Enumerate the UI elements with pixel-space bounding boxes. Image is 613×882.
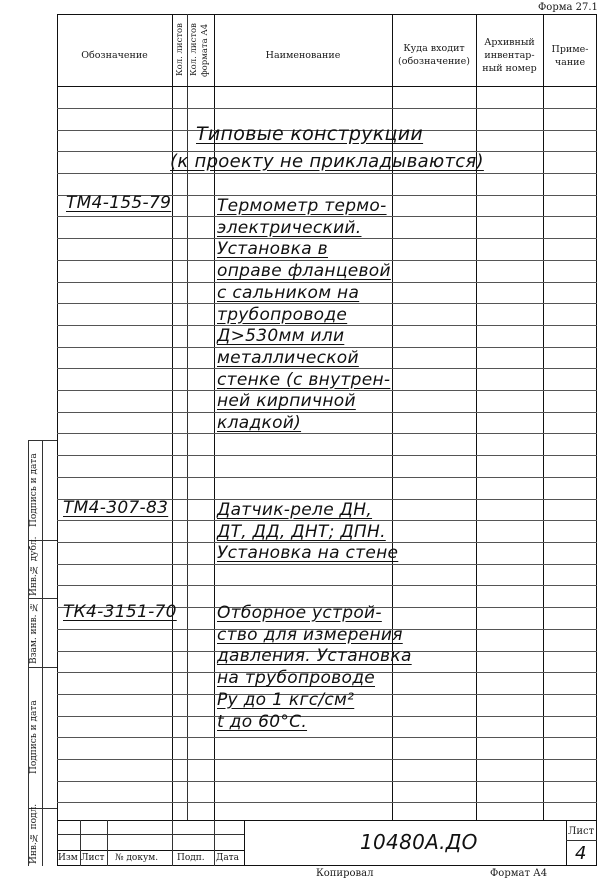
side-sign-date-top: Подпись и дата: [29, 453, 39, 527]
entry-2-line: Датчик-реле ДН,: [217, 500, 373, 520]
entry-1-line: Д>530мм или: [217, 326, 345, 347]
row-rule: [57, 564, 597, 565]
side-sign-date-bottom: Подпись и дата: [29, 700, 39, 775]
entry-1-code: ТМ4-155-79: [66, 193, 172, 213]
entry-1-line: с сальником на: [217, 282, 360, 303]
entry-3-code: ТК4-3151-70: [63, 602, 177, 622]
tb-sheet-no: 4: [575, 843, 587, 864]
row-rule: [57, 455, 597, 456]
col-archive-header-2: инвентар-: [484, 50, 535, 61]
tb-sign: Подп.: [177, 853, 205, 863]
col-archive-header-3: ный номер: [482, 63, 537, 74]
col-archive-header-1: Архивный: [484, 37, 535, 48]
col-note-header-1: Приме-: [551, 44, 589, 55]
row-rule: [57, 108, 597, 109]
col-sheets-a4-header: Кол. листов формата А4: [189, 23, 210, 77]
entry-1-line: кладкой): [217, 413, 302, 433]
row-rule: [57, 802, 597, 803]
row-rule: [57, 585, 597, 586]
entry-1-line: ней кирпичной: [217, 391, 356, 412]
row-rule: [57, 716, 597, 717]
row-rule: [57, 173, 597, 174]
col-included-header-2: (обозначение): [398, 56, 470, 67]
tb-sheet-label: Лист: [568, 826, 595, 837]
col-included-header-1: Куда входит: [403, 43, 465, 54]
side-replace-inv: Взам. инв. №: [29, 601, 39, 664]
entry-3-line: t до 60°С.: [217, 711, 308, 732]
entry-1-line: Термометр термо-: [217, 196, 387, 216]
tb-list: Лист: [81, 853, 105, 863]
entry-1-line: Установка в: [217, 239, 328, 260]
entry-1-line: оправе фланцевой: [217, 261, 391, 282]
tb-doc-code: 10480А.ДО: [360, 830, 478, 854]
entry-1-line: металлической: [217, 347, 359, 368]
row-rule: [57, 759, 597, 760]
form-label: Форма 27.1: [538, 2, 598, 13]
row-rule: [57, 781, 597, 782]
tb-doc-no: № докум.: [115, 853, 159, 863]
entry-3-line: давления. Установка: [217, 646, 412, 667]
col-name-header: Наименование: [265, 50, 341, 61]
row-rule: [57, 737, 597, 738]
row-rule: [57, 412, 597, 413]
tb-date: Дата: [216, 853, 240, 863]
heading-line-1: Типовые конструкции: [196, 123, 424, 145]
entry-3-line: ство для измерения: [217, 624, 403, 645]
entry-2-line: Установка на стене: [217, 543, 399, 564]
entry-1-line: электрический.: [217, 217, 362, 238]
entry-3-line: на трубопроводе: [217, 668, 376, 689]
entry-3-line: Отборное устрой-: [217, 603, 382, 623]
footer-copied: Копировал: [316, 868, 374, 879]
entry-2-code: ТМ4-307-83: [63, 498, 169, 518]
side-inv-orig: Инв.№ подл.: [29, 803, 39, 864]
col-designation-header: Обозначение: [81, 50, 148, 61]
footer-format: Формат А4: [490, 868, 548, 879]
side-inv-dup: Инв.№ дубл.: [29, 536, 39, 596]
entry-2-line: ДТ, ДД, ДНТ; ДПН.: [217, 521, 386, 542]
tb-izm: Изм: [58, 853, 78, 863]
row-rule: [57, 433, 597, 434]
col-sheets-count-header: Кол. листов: [175, 23, 185, 77]
entry-1-line: стенке (с внутрен-: [217, 369, 391, 390]
entry-3-line: Ру до 1 кгс/см²: [217, 689, 355, 710]
col-note-header-2: чание: [554, 57, 586, 68]
entry-1-line: трубопроводе: [217, 304, 348, 325]
heading-line-2: (к проекту не прикладываются): [170, 151, 484, 172]
row-rule: [57, 477, 597, 478]
